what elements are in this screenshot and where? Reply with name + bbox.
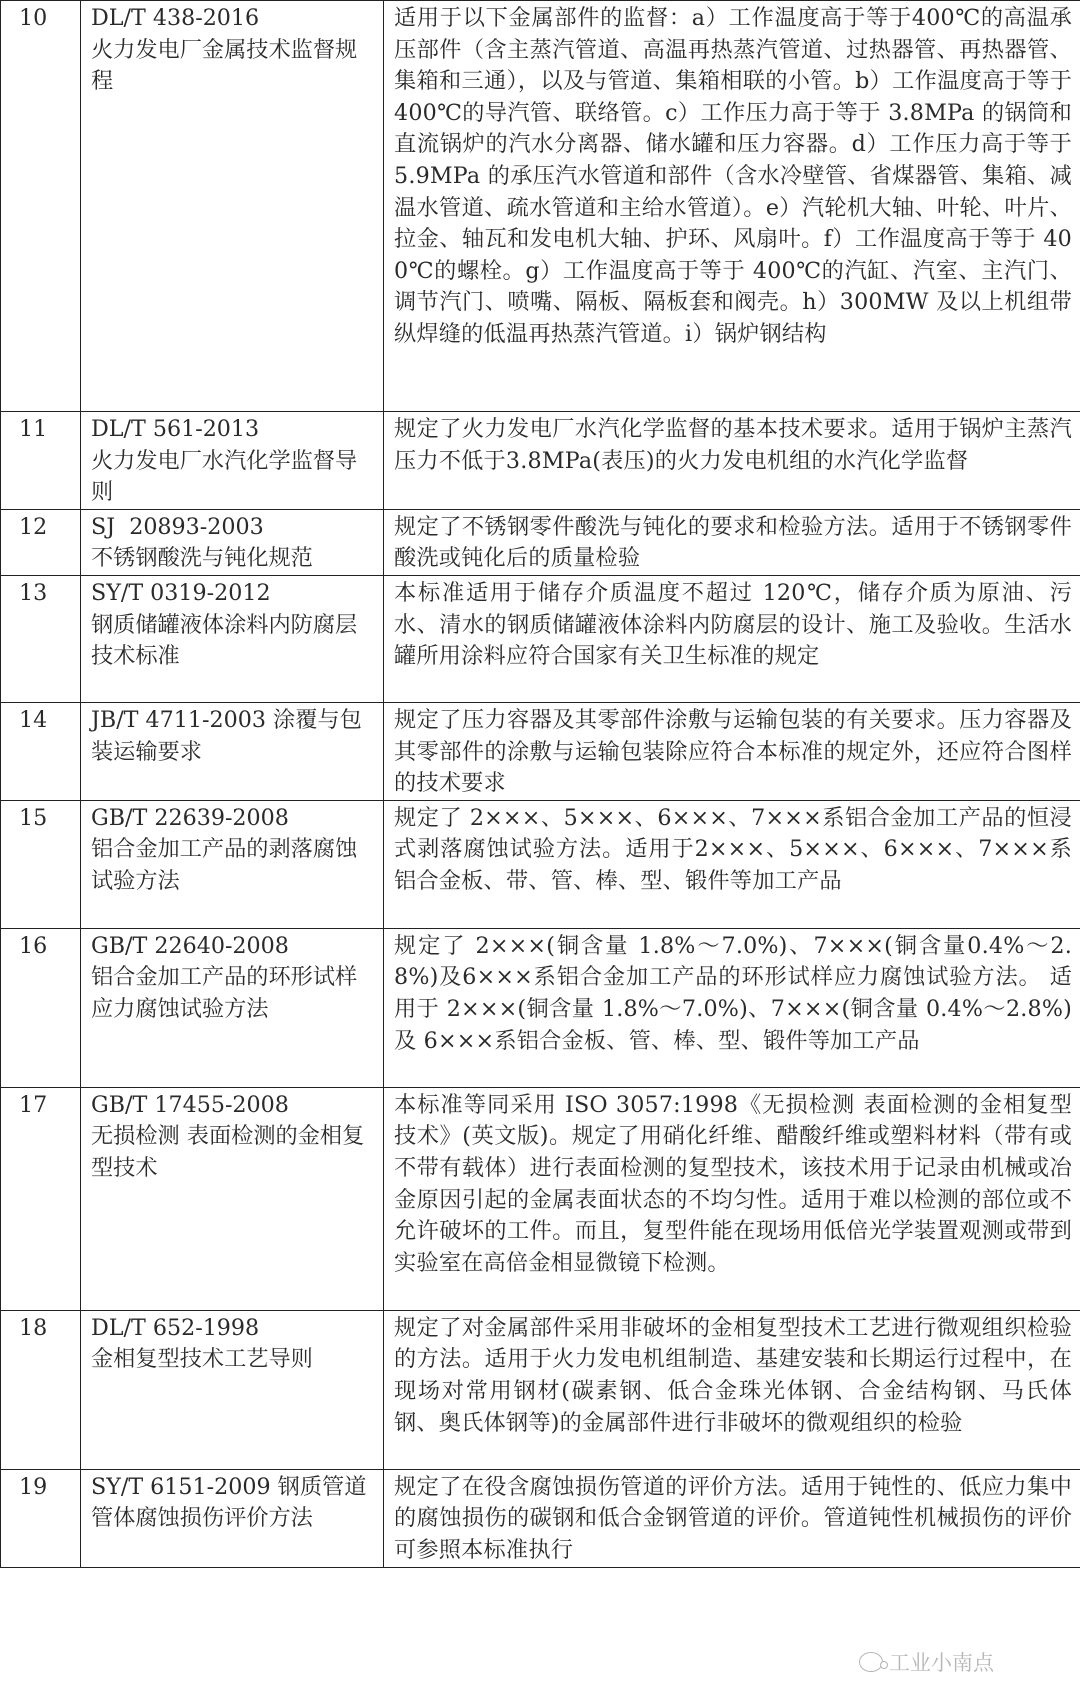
standard-title: 不锈钢酸洗与钝化规范 [91,545,313,572]
standard-cell [81,928,384,1087]
standard-title: 火力发电厂水汽化学监督导则 [91,447,358,506]
row-number: 15 [1,800,81,928]
standard-title: 钢质储罐液体涂料内防腐层技术标准 [91,611,358,670]
table-row [1,1469,1080,1567]
standard-code: GB/T 17455-2008 [91,1091,289,1118]
standard-cell [81,509,384,575]
standard-cell [81,800,384,928]
standard-code: DL/T 652-1998 [91,1314,260,1341]
row-number: 19 [1,1469,81,1567]
table-row [1,575,1080,702]
standard-cell [81,702,384,800]
standard-cell [81,1087,384,1310]
row-number: 17 [1,1087,81,1310]
standard-title: 铝合金加工产品的环形试样应力腐蚀试验方法 [91,964,358,1022]
standard-description: 本标准适用于储存介质温度不超过 120℃，储存介质为原油、污水、清水的钢质储罐液体涂料内防腐层的设计、施工及验收。生活水罐所用涂料应符合国家有关卫生标准的规定 [384,575,1080,702]
row-number: 13 [1,575,81,702]
standard-code: GB/T 22639-2008 [91,804,289,831]
standard-description: 规定了不锈钢零件酸洗与钝化的要求和检验方法。适用于不锈钢零件酸洗或钝化后的质量检验 [384,509,1080,575]
standard-description: 规定了对金属部件采用非破坏的金相复型技术工艺进行微观组织检验的方法。适用于火力发电机组制造、基建安装和长期运行过程中，在现场对常用钢材(碳素钢、低合金珠光体钢、合金结构钢、马氏体钢、奥氏体钢等)的金属部件进行非破坏的微观组织的检验 [384,1310,1080,1469]
table-row [1,1,1080,412]
standard-description: 规定了火力发电厂水汽化学监督的基本技术要求。适用于锅炉主蒸汽压力不低于3.8MPa(表压)的火力发电机组的水汽化学监督 [384,412,1080,510]
standard-title: JB/T 4711-2003 涂覆与包装运输要求 [91,706,362,765]
wechat-icon [859,1652,883,1672]
standard-cell [81,412,384,510]
row-number: 16 [1,928,81,1087]
table-row [1,1087,1080,1310]
row-number: 14 [1,702,81,800]
table-row [1,1310,1080,1469]
table-row [1,702,1080,800]
standard-description: 规定了 2×××、5×××、6×××、7×××系铝合金加工产品的恒浸式剥落腐蚀试验方法。适用于2×××、5×××、6×××、7×××系铝合金板、带、管、棒、型、锻件等加工产品 [384,800,1080,928]
row-number: 11 [1,412,81,510]
table-row [1,928,1080,1087]
watermark-text: 工业小南点 [889,1651,994,1675]
standard-cell [81,1469,384,1567]
table-row [1,509,1080,575]
standard-title: 金相复型技术工艺导则 [91,1346,313,1373]
row-number: 10 [1,1,81,412]
standard-description: 规定了压力容器及其零部件涂敷与运输包装的有关要求。压力容器及其零部件的涂敷与运输包装除应符合本标准的规定外，还应符合图样的技术要求 [384,702,1080,800]
standard-description: 本标准等同采用 ISO 3057:1998《无损检测 表面检测的金相复型技术》(英文版)。规定了用硝化纤维、醋酸纤维或塑料材料（带有或不带有载体）进行表面检测的复型技术，该技术用于记录由机械或冶金原因引起的金属表面状态的不均匀性。适用于难以检测的部位或不允许破坏的工件。而且，复型件能在现场用低倍光学装置观测或带到实验室在高倍金相显微镜下检测。 [384,1087,1080,1310]
standard-title: 火力发电厂金属技术监督规程 [91,36,358,95]
standard-title: SY/T 6151-2009 钢质管道管体腐蚀损伤评价方法 [91,1473,367,1532]
standard-code: SY/T 0319-2012 [91,579,271,606]
standard-code: GB/T 22640-2008 [91,932,289,959]
standard-description: 规定了 2×××(铜含量 1.8%～7.0%)、7×××(铜含量0.4%～2.8%)及6×××系铝合金加工产品的环形试样应力腐蚀试验方法。 适用于 2×××(铜含量 1.8%～7.0%)、7×××(铜含量 0.4%～2.8%)及 6×××系铝合金板、管、棒、型、锻件等加工产品 [384,928,1080,1087]
standard-description: 适用于以下金属部件的监督：a）工作温度高于等于400℃的高温承压部件（含主蒸汽管道、高温再热蒸汽管道、过热器管、再热器管、集箱和三通），以及与管道、集箱相联的小管。b）工作温度高于等于 400℃的导汽管、联络管。c）工作压力高于等于 3.8MPa 的锅筒和直流锅炉的汽水分离器、储水罐和压力容器。d）工作压力高于等于 5.9MPa 的承压汽水管道和部件（含水冷壁管、省煤器管、集箱、减温水管道、疏水管道和主给水管道）。e）汽轮机大轴、叶轮、叶片、拉金、轴瓦和发电机大轴、护环、风扇叶。f）工作温度高于等于 400℃的螺栓。g）工作温度高于等于 400℃的汽缸、汽室、主汽门、调节汽门、喷嘴、隔板、隔板套和阀壳。h）300MW 及以上机组带纵焊缝的低温再热蒸汽管道。i）锅炉钢结构 [384,1,1080,412]
standard-cell [81,575,384,702]
row-number: 12 [1,509,81,575]
table-row [1,800,1080,928]
standard-title: 铝合金加工产品的剥落腐蚀试验方法 [91,836,358,894]
standard-code: DL/T 438-2016 [91,5,260,31]
table-row [1,412,1080,510]
standard-description: 规定了在役含腐蚀损伤管道的评价方法。适用于钝性的、低应力集中的腐蚀损伤的碳钢和低合金钢管道的评价。管道钝性机械损伤的评价可参照本标准执行 [384,1469,1080,1567]
standard-title: 无损检测 表面检测的金相复型技术 [91,1123,365,1181]
row-number: 18 [1,1310,81,1469]
standard-code: SJ 20893-2003 [91,513,264,540]
standard-cell [81,1310,384,1469]
standard-cell [81,1,384,412]
standard-code: DL/T 561-2013 [91,416,260,442]
watermark [859,1647,994,1677]
